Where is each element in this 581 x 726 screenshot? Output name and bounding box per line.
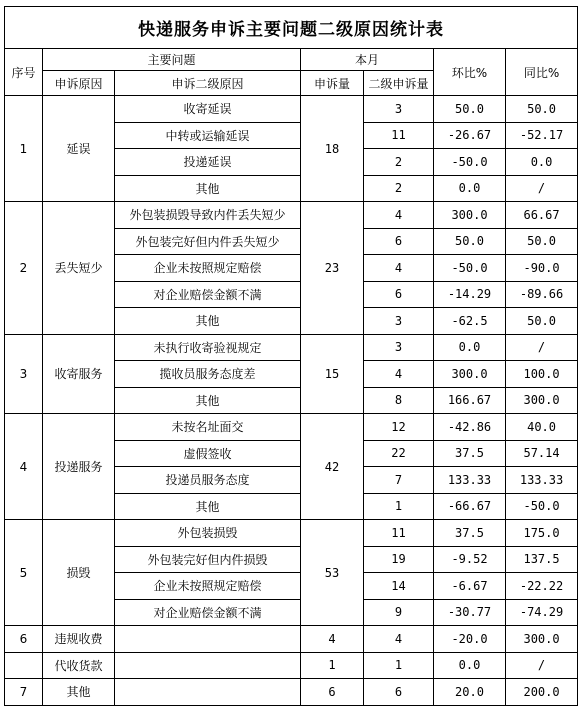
header-mom: 环比% — [434, 49, 506, 96]
row-reason: 延误 — [43, 96, 115, 202]
row-yoy: -50.0 — [506, 493, 578, 520]
table-row — [5, 414, 578, 441]
row-sub-reason: 外包装损毁 — [115, 520, 301, 547]
row-sub-appeals: 3 — [364, 96, 434, 123]
row-sub-reason: 揽收员服务态度差 — [115, 361, 301, 388]
header-this-month: 本月 — [301, 49, 434, 71]
row-sub-appeals: 4 — [364, 202, 434, 229]
row-mom: 0.0 — [434, 334, 506, 361]
row-yoy: 40.0 — [506, 414, 578, 441]
row-sub-appeals: 11 — [364, 122, 434, 149]
row-sub-appeals: 1 — [364, 493, 434, 520]
row-yoy: 50.0 — [506, 308, 578, 335]
row-mom: -50.0 — [434, 149, 506, 176]
row-yoy: 100.0 — [506, 361, 578, 388]
row-mom: -9.52 — [434, 546, 506, 573]
row-yoy: 137.5 — [506, 546, 578, 573]
row-reason: 代收货款 — [43, 652, 115, 679]
row-mom: 37.5 — [434, 520, 506, 547]
row-mom: 37.5 — [434, 440, 506, 467]
row-seq: 5 — [5, 520, 43, 626]
row-sub-reason: 其他 — [115, 175, 301, 202]
row-yoy: 175.0 — [506, 520, 578, 547]
row-sub-appeals: 19 — [364, 546, 434, 573]
row-reason: 投递服务 — [43, 414, 115, 520]
row-mom: -26.67 — [434, 122, 506, 149]
row-appeals-total: 42 — [301, 414, 364, 520]
row-sub-appeals: 12 — [364, 414, 434, 441]
row-sub-reason: 中转或运输延误 — [115, 122, 301, 149]
row-reason: 其他 — [43, 679, 115, 706]
row-sub-reason: 企业未按照规定赔偿 — [115, 255, 301, 282]
table-row — [5, 334, 578, 361]
row-yoy: -52.17 — [506, 122, 578, 149]
row-yoy: 300.0 — [506, 387, 578, 414]
row-sub-reason: 其他 — [115, 387, 301, 414]
row-yoy: -90.0 — [506, 255, 578, 282]
row-reason: 丢失短少 — [43, 202, 115, 335]
row-appeals-total: 1 — [301, 652, 364, 679]
row-mom: 300.0 — [434, 202, 506, 229]
row-mom: 50.0 — [434, 96, 506, 123]
row-sub-appeals: 8 — [364, 387, 434, 414]
row-sub-appeals: 3 — [364, 334, 434, 361]
row-seq: 1 — [5, 96, 43, 202]
row-appeals-total: 18 — [301, 96, 364, 202]
row-yoy: / — [506, 652, 578, 679]
complaint-stats-table — [4, 6, 578, 706]
row-seq: 3 — [5, 334, 43, 414]
row-sub-reason: 外包装完好但内件损毁 — [115, 546, 301, 573]
row-yoy: / — [506, 334, 578, 361]
row-sub-reason: 未按名址面交 — [115, 414, 301, 441]
table-row — [5, 652, 578, 679]
row-yoy: -22.22 — [506, 573, 578, 600]
row-sub-reason: 其他 — [115, 493, 301, 520]
row-seq: 6 — [5, 626, 43, 653]
row-sub-reason: 企业未按照规定赔偿 — [115, 573, 301, 600]
row-mom: 300.0 — [434, 361, 506, 388]
row-seq: 2 — [5, 202, 43, 335]
row-sub-reason: 外包装损毁导致内件丢失短少 — [115, 202, 301, 229]
row-appeals-total: 23 — [301, 202, 364, 335]
table-row — [5, 202, 578, 229]
row-mom: -20.0 — [434, 626, 506, 653]
header-yoy: 同比% — [506, 49, 578, 96]
row-mom: 50.0 — [434, 228, 506, 255]
row-sub-reason: 投递延误 — [115, 149, 301, 176]
table-row — [5, 626, 578, 653]
row-sub-appeals: 6 — [364, 281, 434, 308]
row-reason: 收寄服务 — [43, 334, 115, 414]
row-sub-reason: 收寄延误 — [115, 96, 301, 123]
row-mom: 0.0 — [434, 652, 506, 679]
row-mom: 133.33 — [434, 467, 506, 494]
row-yoy: 57.14 — [506, 440, 578, 467]
row-sub-appeals: 14 — [364, 573, 434, 600]
row-sub-appeals: 1 — [364, 652, 434, 679]
row-yoy: 300.0 — [506, 626, 578, 653]
row-sub-reason: 投递员服务态度 — [115, 467, 301, 494]
table-title: 快递服务申诉主要问题二级原因统计表 — [5, 7, 578, 49]
row-yoy: 50.0 — [506, 228, 578, 255]
row-sub-appeals: 7 — [364, 467, 434, 494]
row-yoy: 133.33 — [506, 467, 578, 494]
row-sub-appeals: 4 — [364, 626, 434, 653]
row-sub-appeals: 4 — [364, 361, 434, 388]
row-reason: 损毁 — [43, 520, 115, 626]
row-sub-reason: 虚假签收 — [115, 440, 301, 467]
row-mom: -42.86 — [434, 414, 506, 441]
row-sub-reason — [115, 679, 301, 706]
row-sub-reason: 对企业赔偿金额不满 — [115, 599, 301, 626]
row-reason: 违规收费 — [43, 626, 115, 653]
row-yoy: -89.66 — [506, 281, 578, 308]
row-mom: -66.67 — [434, 493, 506, 520]
row-sub-reason: 对企业赔偿金额不满 — [115, 281, 301, 308]
row-sub-reason: 其他 — [115, 308, 301, 335]
row-yoy: 200.0 — [506, 679, 578, 706]
row-yoy: / — [506, 175, 578, 202]
row-sub-reason — [115, 626, 301, 653]
row-appeals-total: 4 — [301, 626, 364, 653]
row-sub-reason: 外包装完好但内件丢失短少 — [115, 228, 301, 255]
row-appeals-total: 53 — [301, 520, 364, 626]
header-appeals: 申诉量 — [301, 71, 364, 96]
row-mom: 0.0 — [434, 175, 506, 202]
row-seq: 4 — [5, 414, 43, 520]
row-sub-appeals: 6 — [364, 228, 434, 255]
header-main-problem: 主要问题 — [43, 49, 301, 71]
row-sub-appeals: 2 — [364, 149, 434, 176]
row-seq — [5, 652, 43, 679]
row-mom: -30.77 — [434, 599, 506, 626]
row-appeals-total: 6 — [301, 679, 364, 706]
row-mom: 166.67 — [434, 387, 506, 414]
row-mom: 20.0 — [434, 679, 506, 706]
header-seq: 序号 — [5, 49, 43, 96]
row-sub-reason — [115, 652, 301, 679]
row-yoy: 66.67 — [506, 202, 578, 229]
row-sub-appeals: 3 — [364, 308, 434, 335]
header-sub-reason: 申诉二级原因 — [115, 71, 301, 96]
row-sub-appeals: 9 — [364, 599, 434, 626]
row-seq: 7 — [5, 679, 43, 706]
row-mom: -6.67 — [434, 573, 506, 600]
row-sub-appeals: 6 — [364, 679, 434, 706]
row-sub-appeals: 22 — [364, 440, 434, 467]
row-mom: -50.0 — [434, 255, 506, 282]
header-sub-appeals: 二级申诉量 — [364, 71, 434, 96]
row-sub-appeals: 2 — [364, 175, 434, 202]
row-sub-appeals: 11 — [364, 520, 434, 547]
table-row — [5, 96, 578, 123]
row-sub-appeals: 4 — [364, 255, 434, 282]
row-yoy: -74.29 — [506, 599, 578, 626]
row-mom: -62.5 — [434, 308, 506, 335]
row-yoy: 0.0 — [506, 149, 578, 176]
row-yoy: 50.0 — [506, 96, 578, 123]
row-sub-reason: 未执行收寄验视规定 — [115, 334, 301, 361]
header-reason: 申诉原因 — [43, 71, 115, 96]
table-row — [5, 679, 578, 706]
table-row — [5, 520, 578, 547]
row-mom: -14.29 — [434, 281, 506, 308]
row-appeals-total: 15 — [301, 334, 364, 414]
